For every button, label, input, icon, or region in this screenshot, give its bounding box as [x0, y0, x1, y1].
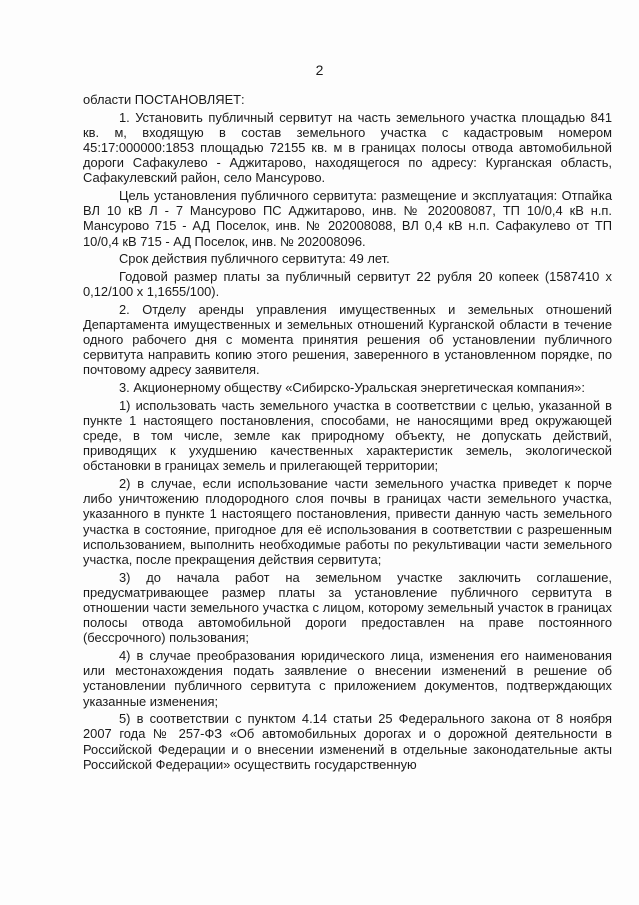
paragraph-subitem-1: 1) использовать часть земельного участка в соответствии с целью, указанной в пункте 1 настоящего постановления, способами, не наносящими вред окружающей среде, в том числе, земле как природному объекту, не допускать действий, приводящих к ухудшению качественных характеристик земель, экологической обстановки в границах земель и прилегающей территории; [83, 397, 612, 474]
document-body [83, 92, 612, 774]
paragraph-servitude-purpose: Цель установления публичного сервитута: размещение и эксплуатация: Отпайка ВЛ 10 кВ Л - 7 Мансурово ПС Аджитарово, инв. № 202008087, ТП 10/0,4 кВ н.п. Мансурово 715 - АД Поселок, инв. № 202008088, ВЛ 0,4 кВ н.п. Сафакулево от ТП 10/0,4 кВ 715 - АД Поселок, инв. № 202008096. [83, 188, 612, 249]
paragraph-preamble-end: области ПОСТАНОВЛЯЕТ: [83, 92, 245, 107]
paragraph-item-1: 1. Установить публичный сервитут на часть земельного участка площадью 841 кв. м, входящую в состав земельного участка с кадастровым номером 45:17:000000:1853 площадью 72155 кв. м в границах полосы отвода автомобильной дороги Сафакулево - Аджитарово, находящегося по адресу: Курганская область, Сафакулевский район, село Мансурово. [83, 109, 612, 186]
paragraph-servitude-fee: Годовой размер платы за публичный сервитут 22 рубля 20 копеек (1587410 х 0,12/100 х 1,1655/100). [83, 268, 612, 299]
paragraph-subitem-3: 3) до начала работ на земельном участке заключить соглашение, предусматривающее размер платы за установление публичного сервитута в отношении части земельного участка с лицом, которому земельный участок в границах полосы отвода автомобильной дороги предоставлен на праве постоянного (бессрочного) пользования; [83, 569, 612, 646]
paragraph-subitem-4: 4) в случае преобразования юридического лица, изменения его наименования или местонахождения подать заявление о внесении изменений в решение об установлении публичного сервитута с приложением документов, подтверждающих указанные изменения; [83, 648, 612, 709]
paragraph-item-2: 2. Отделу аренды управления имущественных и земельных отношений Департамента имущественных и земельных отношений Курганской области в течение одного рабочего дня с момента принятия решения об установлении публичного сервитута направить копию этого решения, заверенного в установленном порядке, по почтовому адресу заявителя. [83, 301, 612, 378]
paragraph-servitude-term: Срок действия публичного сервитута: 49 лет. [119, 251, 390, 267]
paragraph-item-3: 3. Акционерному обществу «Сибирско-Уральская энергетическая компания»: [119, 380, 585, 395]
paragraph-subitem-2: 2) в случае, если использование части земельного участка приведет к порче либо уничтожению плодородного слоя почвы в границах части земельного участка, указанного в пункте 1 настоящего постановления, привести данную часть земельного участка в состояние, пригодное для её использования в соответствии с разрешенным использованием, выполнить необходимые работы по рекультивации части земельного участка, после прекращения действия сервитута; [83, 476, 612, 568]
paragraph-subitem-5: 5) в соответствии с пунктом 4.14 статьи 25 Федерального закона от 8 ноября 2007 года № 257-ФЗ «Об автомобильных дорогах и о дорожной деятельности в Российской Федерации и о внесении изменений в отдельные законодательные акты Российской Федерации» осуществить государственную [83, 711, 612, 772]
page-number: 2 [315, 62, 324, 78]
